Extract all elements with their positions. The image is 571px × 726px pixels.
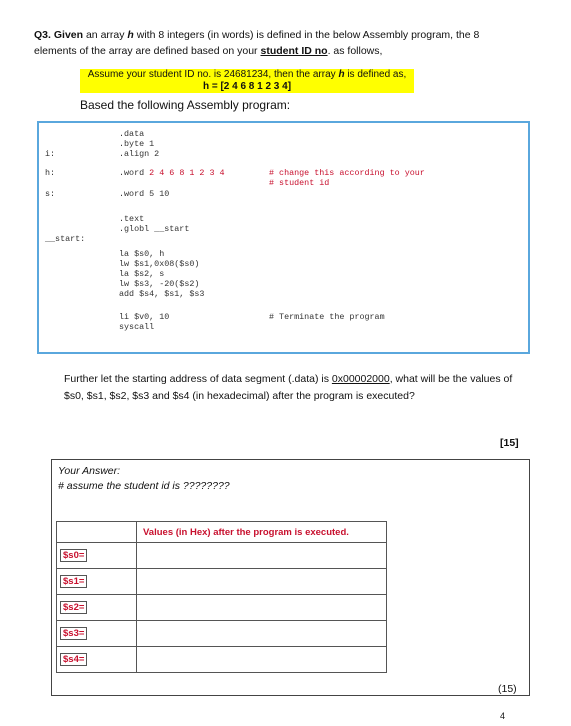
column-header: Values (in Hex) after the program is executed. [137,522,387,543]
comment-change-2: # student id [269,178,330,188]
register-cell [57,621,137,647]
code-line-word-s: .word 5 10 [119,189,170,199]
label-i: i: [45,149,56,159]
register-s4: $s4= [60,653,87,666]
word-values: 2 4 6 8 1 2 3 4 [149,168,225,178]
question-given: Given [53,29,84,41]
table-row [57,621,387,647]
register-cell [57,569,137,595]
comment-terminate: # Terminate the program [269,312,385,322]
answer-assume: # assume the student id is ???????? [58,480,230,492]
question-intro-c: . as follows, [327,45,383,57]
question-number: Q3. [34,29,51,41]
code-line-word-h [119,168,225,178]
code-line-li: li $v0, 10 [119,312,170,322]
page-number: 4 [500,711,506,721]
code-line-instr-5: add $s4, $s1, $s3 [119,289,205,299]
answer-box [51,459,530,696]
further-text-b: , what will be the values of $s0, $s1, $s2, $s3 and $s4 (in hexadecimal) after the program is executed? [64,373,513,402]
code-line-data: .data [119,129,145,139]
table-row [57,569,387,595]
code-line-byte: .byte 1 [119,139,155,149]
table-row [57,543,387,569]
header-empty-cell [57,522,137,543]
code-line-globl: .globl __start [119,224,190,234]
register-cell [57,595,137,621]
label-h: h: [45,168,56,178]
label-s: s: [45,189,56,199]
register-cell [57,543,137,569]
answer-table [56,521,387,673]
data-start-address: 0x00002000 [331,373,390,385]
table-row [57,647,387,673]
label-start: __start: [45,234,86,244]
array-name: h [127,29,134,41]
question-intro-a: an array [85,29,125,41]
marks-top: [15] [500,437,519,449]
answer-label: Your Answer: [58,465,121,477]
value-cell-s4[interactable] [137,647,387,673]
register-s2: $s2= [60,601,87,614]
assumption-text-a: Assume your student ID no. is 24681234, then the array [87,69,336,80]
question-text [34,27,504,59]
register-s0: $s0= [60,549,87,562]
code-line-instr-1: la $s0, h [119,249,165,259]
student-id-phrase: student ID no [260,45,328,57]
value-cell-s0[interactable] [137,543,387,569]
value-cell-s2[interactable] [137,595,387,621]
word-prefix: .word [119,168,145,178]
register-cell [57,647,137,673]
code-line-instr-2: lw $s1,0x08($s0) [119,259,200,269]
register-s1: $s1= [60,575,87,588]
code-line-instr-3: la $s2, s [119,269,165,279]
based-on-label: Based the following Assembly program: [80,98,291,112]
code-line-instr-4: lw $s3, -20($s2) [119,279,200,289]
assumption-line-1 [80,69,414,81]
table-row [57,595,387,621]
value-cell-s1[interactable] [137,569,387,595]
value-cell-s3[interactable] [137,621,387,647]
assumption-line-2: h = [2 4 6 8 1 2 3 4] [202,81,292,92]
answer-table-header-row [57,522,387,543]
marks-bottom: (15) [498,683,517,695]
code-line-text: .text [119,214,145,224]
comment-change-1: # change this according to your [269,168,425,178]
register-s3: $s3= [60,627,87,640]
further-text-a: Further let the starting address of data segment (.data) is [64,373,329,385]
further-question [64,371,530,405]
assumption-text-c: is defined as, [347,69,407,80]
code-line-align: .align 2 [119,149,160,159]
assumption-array-name: h [338,69,345,80]
assumption-highlight [80,69,414,93]
code-line-syscall: syscall [119,322,155,332]
question-intro-b: with 8 integers (in words) is defined in the below Assembly program, the 8 elements of the array are defined based on your [34,29,480,57]
assembly-code-box [37,121,530,354]
